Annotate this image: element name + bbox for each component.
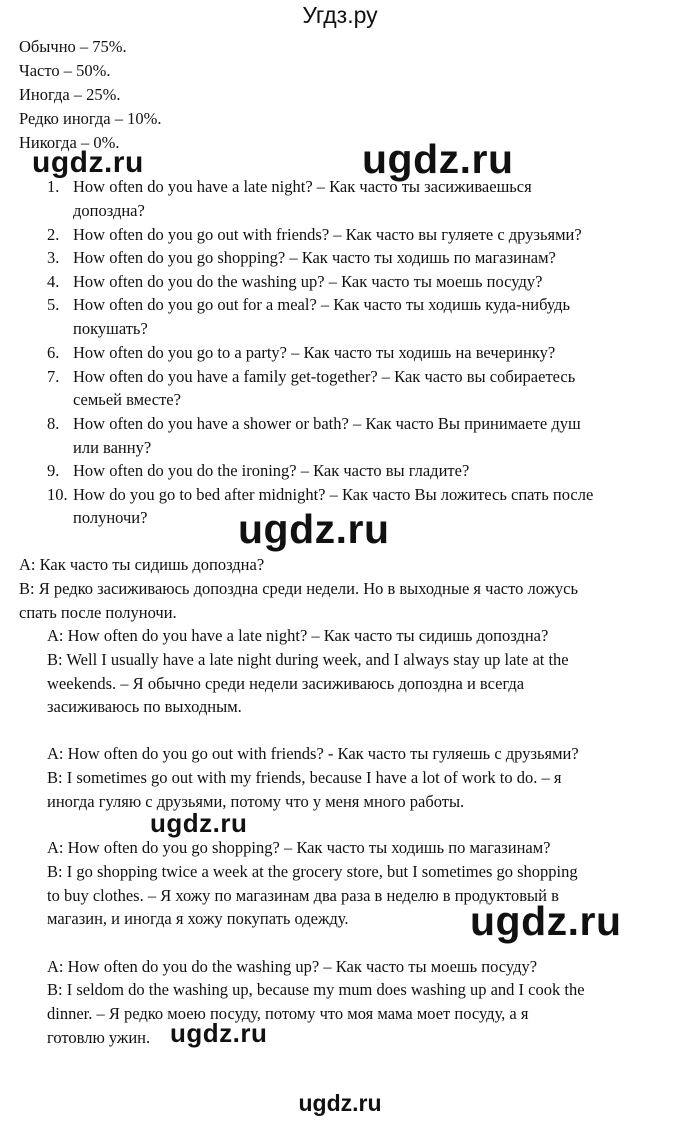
dialog-line: weekends. – Я обычно среди недели засиживаюсь допоздна и всегда [47,674,525,693]
dialog-line: A: How often do you go shopping? – Как часто ты ходишь по магазинам? [47,838,551,857]
question-number: 1. [47,177,60,196]
dialog-line: B: I go shopping twice a week at the grocery store, but I sometimes go shopping [47,862,578,881]
question-text: How often do you have a late night? – Как часто ты засиживаешься [73,177,532,196]
question-number: 7. [47,367,60,386]
frequency-item: Иногда – 25%. [19,85,121,104]
dialog-line: B: I sometimes go out with my friends, because I have a lot of work to do. – я [47,768,562,787]
dialog-line: to buy clothes. – Я хожу по магазинам два раза в неделю в продуктовый в [47,886,559,905]
frequency-item: Никогда – 0%. [19,133,120,152]
watermark: ugdz.ru [150,808,248,838]
dialog-line: засиживаюсь по выходным. [47,697,242,716]
question-text: How often do you go to a party? – Как часто ты ходишь на вечеринку? [73,343,556,362]
question-text: How often do you have a shower or bath? – Как часто Вы принимаете душ [73,414,581,433]
question-text: How often do you go out for a meal? – Как часто ты ходишь куда-нибудь [73,295,570,314]
question-text: допоздна? [73,201,145,220]
frequency-item: Обычно – 75%. [19,37,127,56]
watermark: ugdz.ru [470,898,622,944]
frequency-item: Часто – 50%. [19,61,111,80]
dialog-line: B: Well I usually have a late night during week, and I always stay up late at the [47,650,569,669]
watermark: ugdz.ru [170,1018,268,1048]
question-number: 10. [47,485,68,504]
dialog-line: A: Как часто ты сидишь допоздна? [19,555,265,574]
frequency-item: Редко иногда – 10%. [19,109,162,128]
footer-watermark: ugdz.ru [298,1090,382,1116]
site-title: Угдз.ру [302,2,378,28]
dialog-line: A: How often do you have a late night? – Как часто ты сидишь допоздна? [47,626,549,645]
dialog-line: спать после полуночи. [19,603,177,622]
dialog-line: B: Я редко засиживаюсь допоздна среди недели. Но в выходные я часто ложусь [19,579,579,598]
question-text: или ванну? [73,438,152,457]
question-text: How often do you go out with friends? – Как часто вы гуляете с друзьями? [73,225,582,244]
question-text: полуночи? [73,508,148,527]
question-text: How often do you do the ironing? – Как часто вы гладите? [73,461,470,480]
question-text: покушать? [73,319,148,338]
question-text: семьей вместе? [73,390,181,409]
question-number: 5. [47,295,60,314]
dialog-line: магазин, и иногда я хожу покупать одежду. [47,909,349,928]
question-number: 6. [47,343,60,362]
question-number: 2. [47,225,60,244]
question-number: 4. [47,272,60,291]
dialog-line: dinner. – Я редко моею посуду, потому что моя мама моет посуду, а я [47,1004,529,1023]
watermark: ugdz.ru [32,146,144,179]
watermark: ugdz.ru [362,136,514,182]
dialog-line: готовлю ужин. [47,1028,151,1047]
question-text: How often do you go shopping? – Как часто ты ходишь по магазинам? [73,248,556,267]
dialog-line: иногда гуляю с друзьями, потому что у меня много работы. [47,792,465,811]
dialog-line: A: How often do you go out with friends? - Как часто ты гуляешь с друзьями? [47,744,579,763]
question-text: How often do you do the washing up? – Как часто ты моешь посуду? [73,272,543,291]
watermark: ugdz.ru [238,506,390,552]
question-text: How do you go to bed after midnight? – Как часто Вы ложитесь спать после [73,485,594,504]
dialog-line: B: I seldom do the washing up, because my mum does washing up and I cook the [47,980,585,999]
question-number: 8. [47,414,60,433]
question-number: 9. [47,461,60,480]
question-text: How often do you have a family get-together? – Как часто вы собираетесь [73,367,576,386]
question-number: 3. [47,248,60,267]
dialog-line: A: How often do you do the washing up? – Как часто ты моешь посуду? [47,957,538,976]
